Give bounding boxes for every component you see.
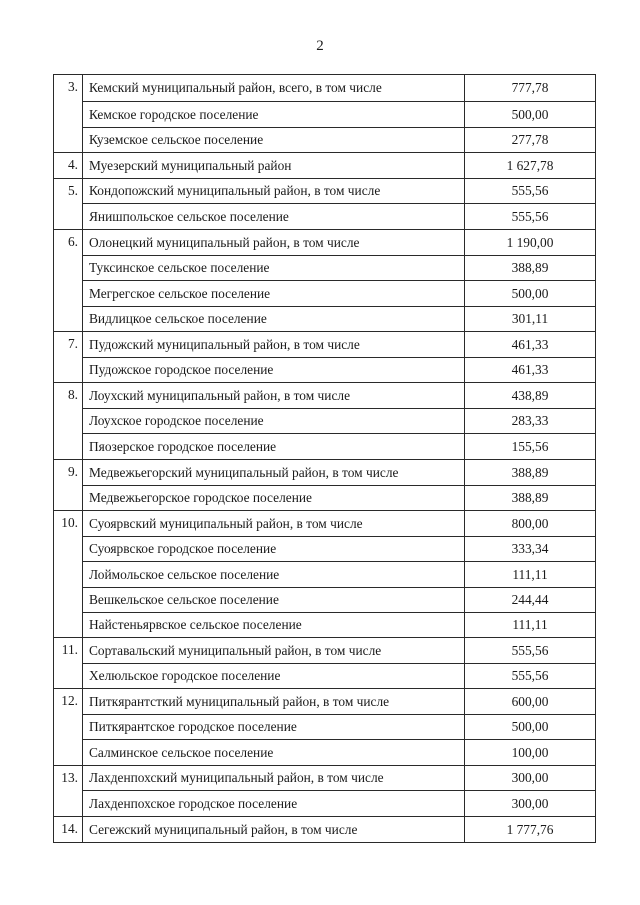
amount-value: 333,34 [465, 537, 596, 562]
amount-value: 555,56 [465, 179, 596, 204]
municipality-name: Сегежский муниципальный район, в том числе [83, 817, 465, 843]
table-row [54, 511, 596, 537]
amount-value: 500,00 [465, 715, 596, 740]
table-row [54, 613, 596, 638]
row-number-text: 13. [61, 770, 78, 785]
municipality-name: Мегрегское сельское поселение [83, 281, 465, 307]
amount-value: 555,56 [465, 204, 596, 230]
row-number-text: 14. [61, 821, 78, 836]
table-row [54, 562, 596, 588]
municipality-name: Куземское сельское поселение [83, 128, 465, 153]
amount-value: 388,89 [465, 486, 596, 511]
amount-value: 461,33 [465, 332, 596, 358]
row-number [54, 689, 83, 766]
table-row [54, 307, 596, 332]
amount-value: 277,78 [465, 128, 596, 153]
municipality-name: Лоухское городское поселение [83, 409, 465, 434]
amount-value: 555,56 [465, 664, 596, 689]
amount-value: 555,56 [465, 638, 596, 664]
table-row [54, 740, 596, 766]
table-row [54, 715, 596, 740]
table-row [54, 102, 596, 128]
municipality-name: Пудожский муниципальный район, в том числе [83, 332, 465, 358]
amount-value: 100,00 [465, 740, 596, 766]
municipality-name: Олонецкий муниципальный район, в том числе [83, 230, 465, 256]
municipality-name: Салминское сельское поселение [83, 740, 465, 766]
amount-value: 283,33 [465, 409, 596, 434]
row-number [54, 153, 83, 179]
table-row [54, 486, 596, 511]
municipality-name: Хелюльское городское поселение [83, 664, 465, 689]
row-number-text: 10. [61, 515, 78, 530]
row-number [54, 817, 83, 843]
amount-value: 1 777,76 [465, 817, 596, 843]
row-number [54, 179, 83, 230]
table-row [54, 638, 596, 664]
amount-value: 388,89 [465, 256, 596, 281]
municipality-name: Лахденпохский муниципальный район, в том числе [83, 766, 465, 791]
table-row [54, 766, 596, 791]
row-number [54, 383, 83, 460]
row-number [54, 511, 83, 638]
municipality-name: Видлицкое сельское поселение [83, 307, 465, 332]
table-row [54, 153, 596, 179]
amount-value: 300,00 [465, 791, 596, 817]
table-row [54, 179, 596, 204]
municipality-name: Туксинское сельское поселение [83, 256, 465, 281]
table-row [54, 791, 596, 817]
table-row [54, 664, 596, 689]
table-row [54, 409, 596, 434]
municipality-name: Лахденпохское городское поселение [83, 791, 465, 817]
amount-value: 777,78 [465, 75, 596, 102]
table-row [54, 434, 596, 460]
table-row [54, 230, 596, 256]
row-number-text: 12. [61, 693, 78, 708]
municipality-name: Питкярантское городское поселение [83, 715, 465, 740]
amount-value: 461,33 [465, 358, 596, 383]
table-body [54, 75, 596, 843]
row-number [54, 75, 83, 153]
row-number-text: 5. [67, 183, 78, 198]
municipality-name: Кондопожский муниципальный район, в том числе [83, 179, 465, 204]
row-number-text: 11. [61, 642, 78, 657]
row-number-text: 8. [67, 387, 78, 402]
table-row [54, 460, 596, 486]
amount-value: 111,11 [465, 613, 596, 638]
municipality-name: Кемское городское поселение [83, 102, 465, 128]
amount-value: 388,89 [465, 460, 596, 486]
amount-value: 500,00 [465, 281, 596, 307]
table-row [54, 281, 596, 307]
amount-value: 800,00 [465, 511, 596, 537]
municipality-name: Лоухский муниципальный район, в том числе [83, 383, 465, 409]
table-row [54, 256, 596, 281]
amount-value: 244,44 [465, 588, 596, 613]
table-row [54, 817, 596, 843]
municipality-name: Медвежьегорский муниципальный район, в том числе [83, 460, 465, 486]
municipality-name: Суоярвское городское поселение [83, 537, 465, 562]
row-number [54, 638, 83, 689]
row-number-text: 3. [67, 79, 78, 94]
amount-value: 111,11 [465, 562, 596, 588]
row-number [54, 766, 83, 817]
table-row [54, 588, 596, 613]
table-row [54, 332, 596, 358]
row-number-text: 9. [67, 464, 78, 479]
municipality-name: Пудожское городское поселение [83, 358, 465, 383]
amount-value: 500,00 [465, 102, 596, 128]
amount-value: 600,00 [465, 689, 596, 715]
municipality-name: Найстеньярвское сельское поселение [83, 613, 465, 638]
amount-value: 438,89 [465, 383, 596, 409]
allocation-table [53, 74, 596, 843]
page-number: 2 [316, 38, 324, 54]
amount-value: 1 190,00 [465, 230, 596, 256]
municipality-name: Питкярантсткий муниципальный район, в том числе [83, 689, 465, 715]
amount-value: 300,00 [465, 766, 596, 791]
table-row [54, 204, 596, 230]
table-row [54, 358, 596, 383]
row-number-text: 6. [67, 234, 78, 249]
table-row [54, 689, 596, 715]
municipality-name: Пяозерское городское поселение [83, 434, 465, 460]
row-number [54, 460, 83, 511]
table-row [54, 75, 596, 102]
municipality-name: Муезерский муниципальный район [83, 153, 465, 179]
municipality-name: Кемский муниципальный район, всего, в том числе [83, 75, 465, 102]
row-number [54, 332, 83, 383]
table-row [54, 537, 596, 562]
municipality-name: Вешкельское сельское поселение [83, 588, 465, 613]
municipality-name: Янишпольское сельское поселение [83, 204, 465, 230]
amount-value: 155,56 [465, 434, 596, 460]
row-number [54, 230, 83, 332]
row-number-text: 4. [67, 157, 78, 172]
amount-value: 1 627,78 [465, 153, 596, 179]
amount-value: 301,11 [465, 307, 596, 332]
row-number-text: 7. [67, 336, 78, 351]
table-row [54, 128, 596, 153]
municipality-name: Лоймольское сельское поселение [83, 562, 465, 588]
municipality-name: Медвежьегорское городское поселение [83, 486, 465, 511]
table-row [54, 383, 596, 409]
municipality-name: Сортавальский муниципальный район, в том числе [83, 638, 465, 664]
municipality-name: Суоярвский муниципальный район, в том числе [83, 511, 465, 537]
